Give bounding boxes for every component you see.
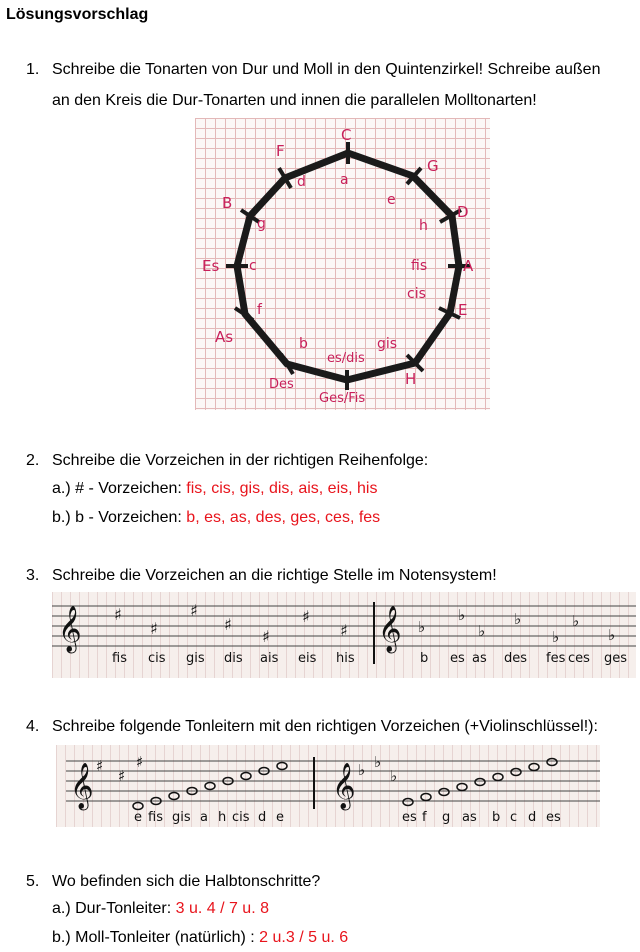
sharp-label: dis xyxy=(224,651,243,666)
scale-label: b xyxy=(492,810,501,825)
minor-key: h xyxy=(419,218,428,234)
svg-text:♯: ♯ xyxy=(96,757,104,775)
major-key: G xyxy=(427,157,439,175)
svg-text:♭: ♭ xyxy=(374,753,382,771)
svg-text:♭: ♭ xyxy=(572,612,580,630)
minor-key: d xyxy=(297,174,306,190)
major-key: B xyxy=(222,194,233,212)
svg-text:♯: ♯ xyxy=(118,767,126,785)
flat-signs xyxy=(358,753,397,785)
svg-text:♭: ♭ xyxy=(390,767,398,785)
svg-text:♭: ♭ xyxy=(552,628,560,646)
scale-label: a xyxy=(200,810,208,825)
major-key: Ges/Fis xyxy=(319,391,366,406)
major-key: Es xyxy=(202,257,220,275)
scale-label: es xyxy=(402,810,417,825)
svg-text:♭: ♭ xyxy=(358,761,366,779)
task-5b-answer: 2 u.3 / 5 u. 6 xyxy=(259,929,349,946)
svg-text:♭: ♭ xyxy=(514,610,522,628)
svg-text:♯: ♯ xyxy=(190,601,198,620)
sharp-label: eis xyxy=(298,651,317,666)
task-2b-answer: b, es, as, des, ges, ces, fes xyxy=(186,509,381,526)
sharp-label: gis xyxy=(186,651,205,666)
scale-label: e xyxy=(134,810,142,825)
task-5b-label: b.) Moll-Tonleiter (natürlich) : xyxy=(52,929,260,946)
page-title: Lösungsvorschlag xyxy=(6,6,149,23)
scale-label: cis xyxy=(232,810,250,825)
treble-clef-icon: 𝄞 xyxy=(378,606,402,652)
flat-label: ges xyxy=(604,651,628,666)
major-key: Des xyxy=(269,377,294,392)
treble-clef-icon: 𝄞 xyxy=(70,763,94,809)
scale-label: es xyxy=(546,810,561,825)
task-4-text: Schreibe folgende Tonleitern mit den richtigen Vorzeichen (+Violinschlüssel!): xyxy=(52,718,598,735)
flat-label: fes xyxy=(546,651,566,666)
task-5b xyxy=(52,928,348,948)
scale-label: gis xyxy=(172,810,191,825)
sharp-label: his xyxy=(336,651,355,666)
key-signature-staff-image xyxy=(52,592,636,678)
minor-key: b xyxy=(299,336,308,352)
task-2b-label: b.) b - Vorzeichen: xyxy=(52,509,187,526)
major-key: H xyxy=(405,370,417,388)
task-2b xyxy=(52,508,380,528)
flat-label: des xyxy=(504,651,528,666)
svg-text:♯: ♯ xyxy=(224,615,232,634)
circle-of-fifths-drawing xyxy=(195,118,490,410)
major-key: As xyxy=(215,328,234,346)
task-5a xyxy=(52,899,269,919)
task-1-line-2: an den Kreis die Dur-Tonarten und innen die parallelen Molltonarten! xyxy=(52,92,537,109)
scale-label: e xyxy=(276,810,284,825)
flat-label: es xyxy=(450,651,465,666)
svg-text:♯: ♯ xyxy=(150,619,158,638)
sharp-label: ais xyxy=(260,651,279,666)
minor-key: f xyxy=(257,302,262,318)
task-2a-answer: fis, cis, gis, dis, ais, eis, his xyxy=(186,480,378,497)
svg-text:♯: ♯ xyxy=(340,621,348,640)
flat-label: ces xyxy=(568,651,590,666)
task-3-text: Schreibe die Vorzeichen an die richtige Stelle im Notensystem! xyxy=(52,567,497,584)
scale-notes-right xyxy=(403,759,557,806)
minor-key: gis xyxy=(377,336,398,352)
svg-text:♭: ♭ xyxy=(608,626,616,644)
task-2a xyxy=(52,479,377,499)
flat-label: b xyxy=(420,651,429,666)
svg-text:♯: ♯ xyxy=(114,605,122,624)
sharp-signs xyxy=(114,601,348,646)
major-key: F xyxy=(276,142,285,160)
scale-notes-left xyxy=(133,763,287,810)
svg-text:♭: ♭ xyxy=(478,622,486,640)
task-5-number: 5. xyxy=(26,873,40,890)
scale-label: f xyxy=(422,810,427,825)
scale-label: d xyxy=(528,810,537,825)
minor-key: cis xyxy=(407,286,426,302)
treble-clef-icon: 𝄞 xyxy=(58,606,82,652)
task-1-number: 1. xyxy=(26,61,40,78)
minor-key: e xyxy=(387,192,396,208)
minor-key: a xyxy=(340,172,349,188)
task-2-number: 2. xyxy=(26,452,40,469)
svg-text:♯: ♯ xyxy=(136,753,144,771)
scales-staff xyxy=(56,745,600,827)
key-signature-staff xyxy=(52,592,636,678)
svg-text:♯: ♯ xyxy=(302,607,310,626)
task-5a-label: a.) Dur-Tonleiter: xyxy=(52,900,176,917)
minor-key: fis xyxy=(411,258,428,274)
major-key: D xyxy=(457,203,469,221)
task-2-text: Schreibe die Vorzeichen in der richtigen Reihenfolge: xyxy=(52,452,429,469)
svg-text:♭: ♭ xyxy=(458,606,466,624)
svg-text:♯: ♯ xyxy=(262,627,270,646)
minor-keys xyxy=(249,172,428,366)
scale-label: d xyxy=(258,810,267,825)
scale-label: c xyxy=(510,810,518,825)
sharp-signs xyxy=(96,753,143,785)
treble-clef-icon: 𝄞 xyxy=(332,763,356,809)
scale-label: fis xyxy=(148,810,163,825)
scale-label: as xyxy=(462,810,477,825)
flat-labels xyxy=(420,651,627,666)
major-key: E xyxy=(458,301,468,319)
circle-of-fifths-image xyxy=(195,118,490,410)
flat-label: as xyxy=(472,651,487,666)
scale-labels-right xyxy=(402,810,561,825)
scale-labels-left xyxy=(134,810,284,825)
minor-key: es/dis xyxy=(327,351,365,366)
scale-label: g xyxy=(442,810,451,825)
sharp-labels xyxy=(112,651,355,666)
task-5a-answer: 3 u. 4 / 7 u. 8 xyxy=(175,900,269,917)
task-4-number: 4. xyxy=(26,718,40,735)
sharp-label: fis xyxy=(112,651,127,666)
sharp-label: cis xyxy=(148,651,166,666)
scale-label: h xyxy=(218,810,227,825)
task-2a-label: a.) # - Vorzeichen: xyxy=(52,480,187,497)
major-key: A xyxy=(463,257,474,275)
minor-key: c xyxy=(249,258,257,274)
task-3-number: 3. xyxy=(26,567,40,584)
major-key: C xyxy=(341,126,352,144)
scales-staff-image xyxy=(56,745,600,827)
svg-text:♭: ♭ xyxy=(418,618,426,636)
minor-key: g xyxy=(257,216,266,232)
task-1-line-1: Schreibe die Tonarten von Dur und Moll in den Quintenzirkel! Schreibe außen xyxy=(52,61,601,78)
task-5-text: Wo befinden sich die Halbtonschritte? xyxy=(52,873,321,890)
